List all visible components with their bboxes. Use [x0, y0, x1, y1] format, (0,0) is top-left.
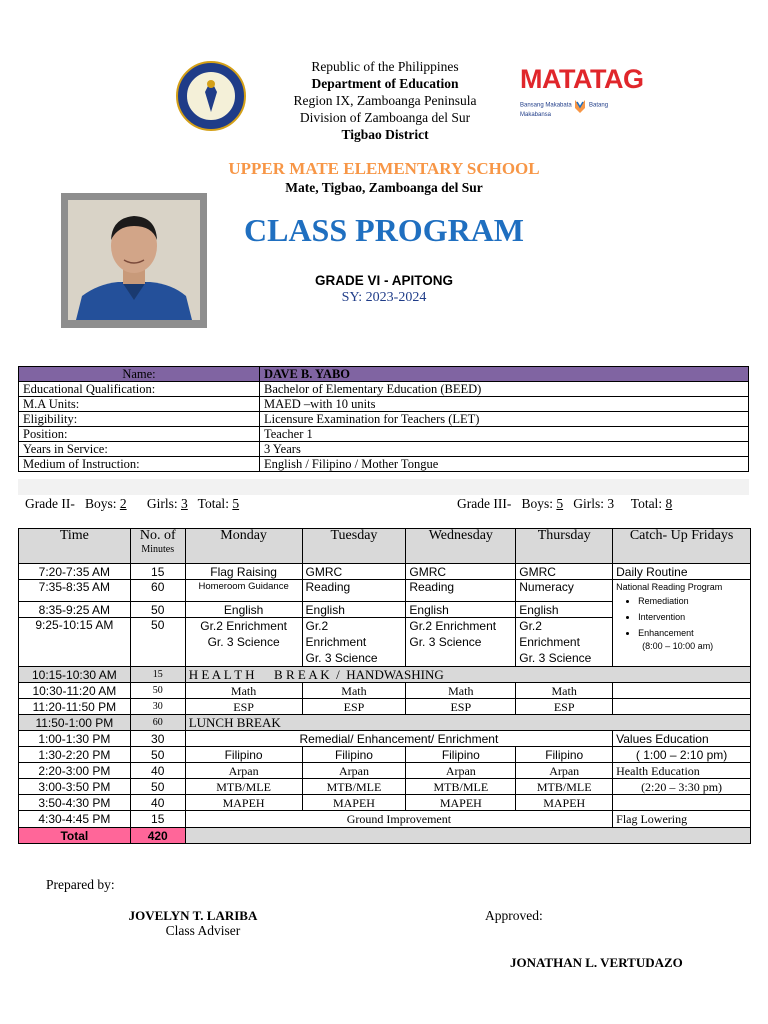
table-row	[19, 699, 751, 715]
time-cell: 10:15-10:30 AM	[19, 667, 131, 683]
info-row	[19, 427, 749, 442]
info-value: MAED –with 10 units	[260, 397, 749, 412]
header-minutes-sub: Minutes	[141, 544, 175, 555]
school-year: SY: 2023-2024	[341, 290, 427, 305]
lunch-break-band: LUNCH BREAK	[185, 715, 750, 731]
prepared-by-label: Prepared by:	[46, 877, 115, 892]
wednesday-line: Gr. 3 Science	[409, 635, 482, 649]
monday-line: Gr. 3 Science	[207, 635, 280, 649]
grade2-label: Grade II-	[25, 496, 75, 511]
info-value: Licensure Examination for Teachers (LET)	[260, 412, 749, 427]
friday-cell	[613, 699, 751, 715]
info-label: Eligibility:	[19, 412, 260, 427]
thursday-cell: Numeracy	[516, 580, 613, 602]
table-row	[19, 747, 751, 763]
table-row	[19, 683, 751, 699]
info-value: English / Filipino / Mother Tongue	[260, 457, 749, 472]
minutes-cell: 50	[130, 779, 185, 795]
time-cell: 1:30-2:20 PM	[19, 747, 131, 763]
time-cell: 9:25-10:15 AM	[19, 618, 131, 667]
header-department: Department of Education	[311, 76, 459, 91]
table-row	[19, 715, 751, 731]
friday-cell	[613, 795, 751, 811]
minutes-cell: 50	[130, 618, 185, 667]
info-row	[19, 457, 749, 472]
adviser-name: JOVELYN T. LARIBA	[128, 908, 258, 923]
thursday-line: Gr. 3 Science	[519, 651, 592, 665]
header-time: Time	[19, 529, 131, 564]
minutes-cell: 30	[130, 731, 185, 747]
time-cell: 7:20-7:35 AM	[19, 564, 131, 580]
minutes-cell: 30	[130, 699, 185, 715]
info-label: Years in Service:	[19, 442, 260, 457]
seal-emblem	[186, 71, 236, 121]
enrollment-grade3	[457, 496, 672, 512]
adviser-role: Class Adviser	[165, 923, 241, 938]
header-wednesday: Wednesday	[406, 529, 516, 564]
friday-cell: Health Education	[613, 763, 751, 779]
time-cell: 8:35-9:25 AM	[19, 602, 131, 618]
nrp-item: • Remediation	[638, 593, 747, 609]
matatag-wordmark: MATATAG	[520, 64, 644, 94]
grade2-total-label: Total:	[197, 496, 229, 511]
wednesday-cell: Reading	[406, 580, 516, 602]
grade3-girls: Girls: 3	[573, 496, 615, 511]
monday-cell: Homeroom Guidance	[185, 580, 302, 602]
monday-cell	[185, 618, 302, 667]
thursday-cell	[516, 618, 613, 667]
torch-icon	[187, 72, 235, 120]
minutes-cell: 50	[130, 683, 185, 699]
matatag-logo	[520, 64, 644, 124]
tuesday-cell: Arpan	[302, 763, 406, 779]
tuesday-cell	[302, 618, 406, 667]
minutes-cell: 15	[130, 564, 185, 580]
wednesday-cell: Math	[406, 683, 516, 699]
monday-cell: Flag Raising	[185, 564, 302, 580]
monday-cell: MTB/MLE	[185, 779, 302, 795]
total-label: Total	[19, 828, 131, 844]
grade3-label: Grade III-	[457, 496, 512, 511]
info-value: Teacher 1	[260, 427, 749, 442]
table-row	[19, 667, 751, 683]
info-label: Educational Qualification:	[19, 382, 260, 397]
monday-cell: Arpan	[185, 763, 302, 779]
friday-cell: Values Education	[613, 731, 751, 747]
teacher-photo	[68, 200, 200, 320]
tuesday-cell: Math	[302, 683, 406, 699]
enrollment-grade2	[25, 496, 239, 512]
grade3-boys-label: Boys:	[521, 496, 553, 511]
header-district: Tigbao District	[341, 127, 429, 142]
matatag-tagline	[520, 98, 635, 118]
info-label: M.A Units:	[19, 397, 260, 412]
wednesday-cell: MAPEH	[406, 795, 516, 811]
monday-cell: ESP	[185, 699, 302, 715]
minutes-cell: 50	[130, 747, 185, 763]
thursday-line: Enrichment	[519, 635, 580, 649]
teacher-info-table	[18, 366, 749, 472]
remedial-span-cell: Remedial/ Enhancement/ Enrichment	[185, 731, 612, 747]
info-label: Position:	[19, 427, 260, 442]
grade2-boys-label: Boys:	[84, 496, 117, 511]
thursday-cell: ESP	[516, 699, 613, 715]
table-row	[19, 564, 751, 580]
thursday-cell: English	[516, 602, 613, 618]
monday-cell: Filipino	[185, 747, 302, 763]
page-title: CLASS PROGRAM	[243, 212, 524, 248]
approver-name: JONATHAN L. VERTUDAZO	[510, 955, 683, 970]
tuesday-line: Gr. 3 Science	[305, 651, 378, 665]
minutes-cell: 50	[130, 602, 185, 618]
header-monday: Monday	[185, 529, 302, 564]
grade2-girls-label: Girls:	[146, 496, 178, 511]
info-row	[19, 367, 749, 382]
time-cell: 1:00-1:30 PM	[19, 731, 131, 747]
nrp-title: National Reading Program	[616, 582, 723, 592]
hands-icon	[573, 98, 587, 112]
nrp-item: • Enhancement	[638, 625, 747, 641]
tuesday-cell: English	[302, 602, 406, 618]
friday-cell: (2:20 – 3:30 pm)	[613, 779, 751, 795]
time-cell: 4:30-4:45 PM	[19, 811, 131, 828]
wednesday-cell: GMRC	[406, 564, 516, 580]
time-cell: 11:50-1:00 PM	[19, 715, 131, 731]
school-address: Mate, Tigbao, Zamboanga del Sur	[285, 180, 483, 195]
tuesday-cell: MTB/MLE	[302, 779, 406, 795]
friday-cell	[613, 683, 751, 699]
schedule-header-row	[19, 529, 751, 564]
minutes-cell: 60	[130, 715, 185, 731]
wednesday-cell: Filipino	[406, 747, 516, 763]
info-row	[19, 442, 749, 457]
monday-cell: Math	[185, 683, 302, 699]
wednesday-line: Gr.2 Enrichment	[409, 619, 497, 633]
wednesday-cell	[406, 618, 516, 667]
thursday-cell: Arpan	[516, 763, 613, 779]
info-value: Bachelor of Elementary Education (BEED)	[260, 382, 749, 397]
header-division: Division of Zamboanga del Sur	[299, 110, 471, 125]
teacher-photo-frame	[61, 193, 207, 328]
grade3-total: 8	[665, 496, 673, 511]
table-row	[19, 580, 751, 602]
time-cell: 11:20-11:50 PM	[19, 699, 131, 715]
table-row	[19, 795, 751, 811]
friday-cell: Flag Lowering	[613, 811, 751, 828]
grade2-boys: 2	[119, 496, 127, 511]
schedule-table	[18, 528, 751, 844]
time-cell: 3:50-4:30 PM	[19, 795, 131, 811]
enrollment-strip-bg	[18, 479, 749, 495]
matatag-tagline-2: Batang Makabansa	[520, 102, 609, 118]
info-row	[19, 412, 749, 427]
table-row	[19, 779, 751, 795]
info-label: Name:	[19, 367, 260, 382]
approved-label: Approved:	[485, 908, 543, 923]
wednesday-cell: ESP	[406, 699, 516, 715]
tuesday-cell: Filipino	[302, 747, 406, 763]
minutes-cell: 40	[130, 795, 185, 811]
header-friday: Catch- Up Fridays	[613, 529, 751, 564]
info-row	[19, 397, 749, 412]
minutes-cell: 15	[130, 811, 185, 828]
header-minutes-label: No. of	[139, 528, 176, 543]
minutes-cell: 15	[130, 667, 185, 683]
time-cell: 2:20-3:00 PM	[19, 763, 131, 779]
thursday-line: Gr.2	[519, 619, 542, 633]
friday-cell: ( 1:00 – 2:10 pm)	[613, 747, 751, 763]
school-name: UPPER MATE ELEMENTARY SCHOOL	[228, 159, 540, 178]
header-tuesday: Tuesday	[302, 529, 406, 564]
header-republic: Republic of the Philippines	[311, 59, 459, 74]
total-value: 420	[130, 828, 185, 844]
thursday-cell: Filipino	[516, 747, 613, 763]
table-row	[19, 811, 751, 828]
nrp-list	[616, 593, 747, 641]
table-row	[19, 731, 751, 747]
nrp-cell	[613, 580, 751, 667]
tuesday-cell: ESP	[302, 699, 406, 715]
wednesday-cell: Arpan	[406, 763, 516, 779]
health-break-band: H E A L T H B R E A K / HANDWASHING	[185, 667, 750, 683]
grade2-total: 5	[232, 496, 240, 511]
time-cell: 3:00-3:50 PM	[19, 779, 131, 795]
deped-seal	[176, 61, 246, 131]
tuesday-cell: Reading	[302, 580, 406, 602]
grade-section: GRADE VI - APITONG	[314, 273, 453, 288]
info-row	[19, 382, 749, 397]
monday-line: Gr.2 Enrichment	[200, 619, 287, 633]
info-value: DAVE B. YABO	[260, 367, 749, 382]
tuesday-line: Gr.2	[305, 619, 329, 633]
minutes-cell: 60	[130, 580, 185, 602]
monday-cell: MAPEH	[185, 795, 302, 811]
ground-improvement-cell: Ground Improvement	[185, 811, 612, 828]
thursday-cell: MTB/MLE	[516, 779, 613, 795]
header-region: Region IX, Zamboanga Peninsula	[293, 93, 477, 108]
wednesday-cell: MTB/MLE	[406, 779, 516, 795]
grade3-boys: 5	[556, 496, 564, 511]
tuesday-cell: MAPEH	[302, 795, 406, 811]
matatag-tagline-1: Bansang Makabata	[520, 102, 572, 109]
time-cell: 7:35-8:35 AM	[19, 580, 131, 602]
total-filler	[185, 828, 750, 844]
grade2-girls: 3	[181, 496, 188, 511]
header-minutes	[130, 529, 185, 564]
monday-cell: English	[185, 602, 302, 618]
tuesday-cell: GMRC	[302, 564, 406, 580]
friday-cell: Daily Routine	[613, 564, 751, 580]
time-cell: 10:30-11:20 AM	[19, 683, 131, 699]
wednesday-cell: English	[406, 602, 516, 618]
minutes-cell: 40	[130, 763, 185, 779]
table-row	[19, 763, 751, 779]
thursday-cell: GMRC	[516, 564, 613, 580]
header-thursday: Thursday	[516, 529, 613, 564]
thursday-cell: MAPEH	[516, 795, 613, 811]
tuesday-line: Enrichment	[305, 635, 367, 649]
thursday-cell: Math	[516, 683, 613, 699]
info-value: 3 Years	[260, 442, 749, 457]
info-label: Medium of Instruction:	[19, 457, 260, 472]
grade3-total-label: Total:	[630, 496, 663, 511]
nrp-item: • Intervention	[638, 609, 747, 625]
nrp-time: (8:00 – 10:00 am)	[642, 641, 714, 651]
total-row	[19, 828, 751, 844]
